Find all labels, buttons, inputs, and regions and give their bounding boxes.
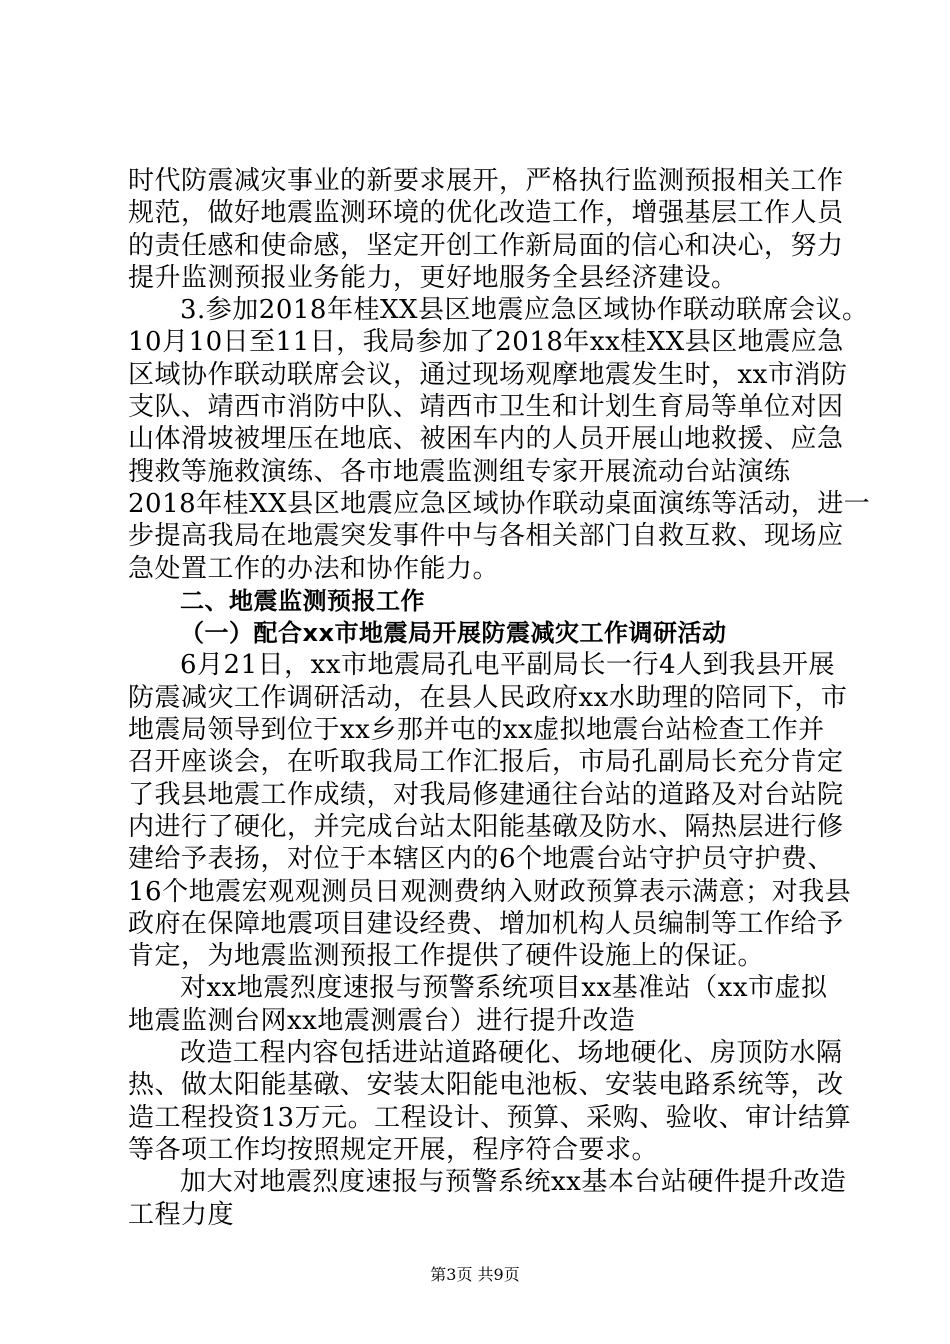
subsection-heading: （一）配合xx市地震局开展防震减灾工作调研活动	[180, 619, 727, 648]
paragraph-line: 10月10日至11日，我局参加了2018年xx桂XX县区地震应急	[128, 327, 844, 358]
document-body	[128, 165, 871, 1231]
paragraph-line: 时代防震减灾事业的新要求展开，严格执行监测预报相关工作	[128, 166, 844, 196]
paragraph-line: 地震局领导到位于xx乡那并屯的xx虚拟地震台站检查工作并	[128, 715, 825, 746]
paragraph-line: 的责任感和使命感，坚定开创工作新局面的信心和决心，努力	[128, 230, 844, 261]
paragraph-line: 16个地震宏观观测员日观测费纳入财政预算表示满意；对我县	[128, 876, 852, 907]
paragraph-line: 政府在保障地震项目建设经费、增加机构人员编制等工作给予	[128, 908, 844, 939]
paragraph-line: 召开座谈会，在听取我局工作汇报后，市局孔副局长充分肯定	[128, 747, 844, 778]
paragraph-line: 建给予表扬，对位于本辖区内的6个地震台站守护员守护费、	[128, 844, 835, 875]
paragraph-line: 加大对地震烈度速报与预警系统xx基本台站硬件提升改造	[180, 1167, 847, 1198]
paragraph-line: 地震监测台网xx地震测震台）进行提升改造	[128, 1005, 636, 1036]
paragraph-line: 等各项工作均按照规定开展，程序符合要求。	[128, 1134, 659, 1165]
paragraph-line: 6月21日，xx市地震局孔电平副局长一行4人到我县开展	[180, 650, 835, 681]
paragraph-line: 工程力度	[128, 1199, 235, 1230]
paragraph-line: 步提高我局在地震突发事件中与各相关部门自救互救、现场应	[128, 521, 844, 552]
paragraph-line: 对xx地震烈度速报与预警系统项目xx基准站（xx市虚拟	[180, 973, 828, 1004]
paragraph-line: 急处置工作的办法和协作能力。	[128, 553, 500, 584]
paragraph-line: 山体滑坡被埋压在地底、被困车内的人员开展山地救援、应急	[128, 424, 844, 455]
paragraph-line: 内进行了硬化，并完成台站太阳能基礅及防水、隔热层进行修	[128, 811, 844, 842]
paragraph-line: 3.参加2018年桂XX县区地震应急区域协作联动联席会议。	[180, 295, 869, 326]
paragraph-line: 肯定，为地震监测预报工作提供了硬件设施上的保证。	[128, 941, 765, 972]
paragraph-line: 热、做太阳能基礅、安装太阳能电池板、安装电路系统等，改	[128, 1070, 844, 1101]
paragraph-line: 2018年桂XX县区地震应急区域协作联动桌面演练等活动，进一	[128, 488, 871, 519]
paragraph-line: 了我县地震工作成绩，对我局修建通往台站的道路及对台站院	[128, 779, 844, 810]
paragraph-line: 规范，做好地震监测环境的优化改造工作，增强基层工作人员	[128, 198, 844, 229]
section-heading: 二、地震监测预报工作	[180, 586, 425, 615]
page-number-footer: 第3页 共9页	[430, 1265, 520, 1284]
paragraph-line: 搜救等施救演练、各市地震监测组专家开展流动台站演练	[128, 456, 791, 487]
paragraph-line: 提升监测预报业务能力，更好地服务全县经济建设。	[128, 262, 738, 293]
paragraph-line: 造工程投资13万元。工程设计、预算、采购、验收、审计结算	[128, 1102, 852, 1133]
paragraph-line: 支队、靖西市消防中队、靖西市卫生和计划生育局等单位对因	[128, 392, 844, 423]
paragraph-line: 区域协作联动联席会议，通过现场观摩地震发生时，xx市消防	[128, 359, 848, 390]
paragraph-line: 防震减灾工作调研活动，在县人民政府xx水助理的陪同下，市	[128, 682, 848, 713]
paragraph-line: 改造工程内容包括进站道路硬化、场地硬化、房顶防水隔	[180, 1038, 843, 1069]
